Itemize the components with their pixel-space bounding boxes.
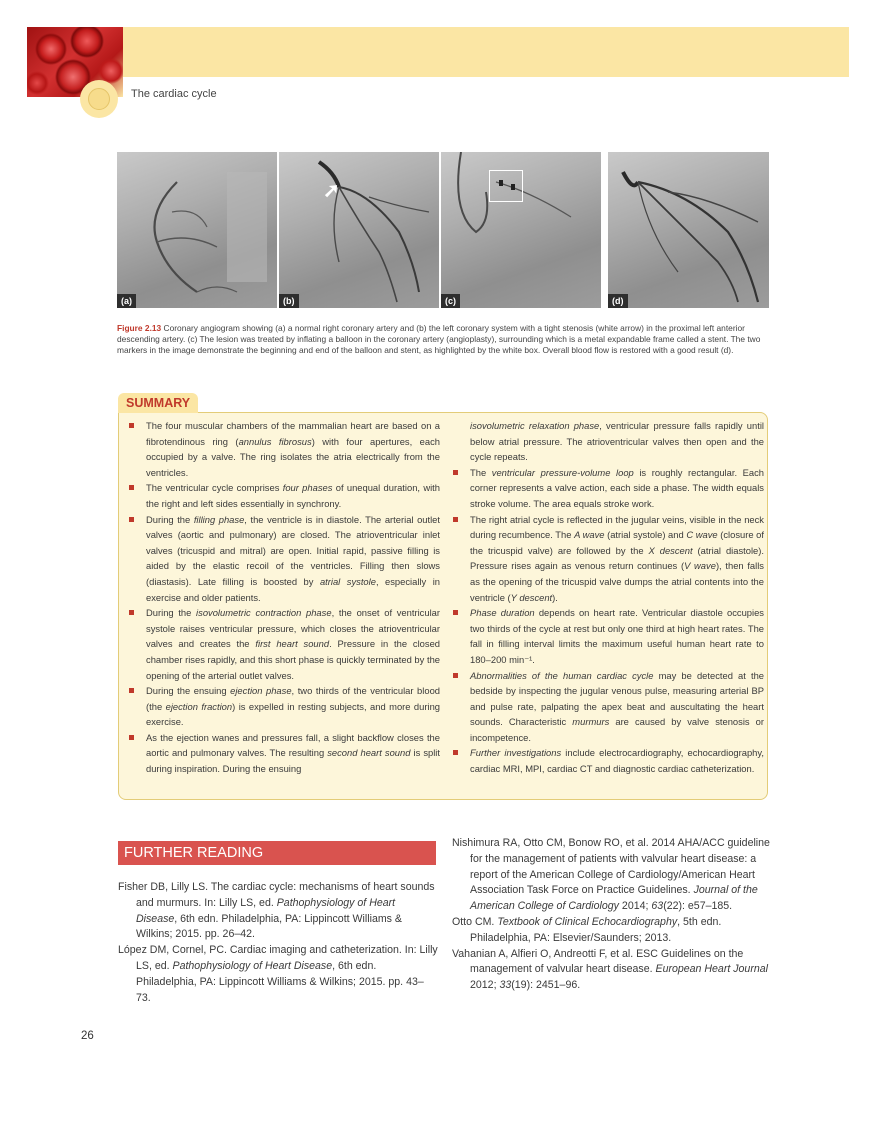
summary-item: Abnormalities of the human cardiac cycle may be detected at the bedside by inspecting the jugular venous pulse, measuring arterial BP and pulse rate, palpating the apex beat and auscultating the heart sounds. Characteristic murmurs are caused by valve stenosis or incompetence. <box>448 668 764 746</box>
summary-right-column <box>448 418 764 777</box>
bullet-icon <box>453 517 458 522</box>
panel-label-a: (a) <box>117 294 136 308</box>
angiogram-panel-d <box>608 152 769 308</box>
running-head: The cardiac cycle <box>131 88 217 100</box>
angiogram-image-d <box>608 152 769 308</box>
bullet-icon <box>453 750 458 755</box>
summary-item: The ventricular pressure-volume loop is roughly rectangular. Each corner represents a valve action, each side a phase. The width equals stroke volume. The area equals stroke work. <box>448 465 764 512</box>
bullet-icon <box>453 610 458 615</box>
chapter-header-band <box>27 27 849 77</box>
page-number: 26 <box>81 1030 94 1042</box>
reference-item: Otto CM. Textbook of Clinical Echocardiography, 5th edn. Philadelphia, PA: Elsevier/Saunders; 2013. <box>452 915 722 944</box>
summary-left-column <box>124 418 440 777</box>
bullet-icon <box>129 688 134 693</box>
stent-highlight-box <box>489 170 523 202</box>
bullet-icon <box>129 735 134 740</box>
panel-label-b: (b) <box>279 294 299 308</box>
summary-item: During the isovolumetric contraction phase, the onset of ventricular systole raises ventricular pressure, which closes the atrioventricular valves and creates the first heart sound. Pressure in the closed chamber rises rapidly, and this short phase is quickly terminated by the opening of the arterial outlet valves. <box>124 605 440 683</box>
panel-label-c: (c) <box>441 294 460 308</box>
chapter-marker-circle <box>80 80 118 118</box>
reference-item: Fisher DB, Lilly LS. The cardiac cycle: mechanisms of heart sounds and murmurs. In: Lilly LS, ed. Pathophysiology of Heart Disease, 6th edn. Philadelphia, PA: Lippincott Williams & Wilkins; 2015. pp. 26–42. <box>118 881 435 941</box>
figure-caption <box>117 323 769 356</box>
summary-item: During the ensuing ejection phase, two thirds of the ventricular blood (the ejection fraction) is expelled in resting subjects, and more during exercise. <box>124 683 440 730</box>
angiogram-panel-c <box>441 152 601 308</box>
summary-item: Phase duration depends on heart rate. Ventricular diastole occupies two thirds of the cycle at rest but only one third at high heart rates. The fall in filling interval limits the maximum useful human heart rate to 180–200 min⁻¹. <box>448 605 764 667</box>
summary-item: The right atrial cycle is reflected in the jugular veins, visible in the neck during recumbence. The A wave (atrial systole) and C wave (closure of the tricuspid valve) are followed by the X descent (atrial diastole). Pressure rises again as venous return continues (V wave), then falls as the opening of the tricuspid valve dumps the atrial contents into the ventricle (Y descent). <box>448 512 764 606</box>
summary-item: The ventricular cycle comprises four phases of unequal duration, with the right and left sides essentially in synchrony. <box>124 480 440 511</box>
reference-item: Nishimura RA, Otto CM, Bonow RO, et al. 2014 AHA/ACC guideline for the management of patients with valvular heart disease: a report of the American College of Cardiology/American Heart Association Task Force on Practice Guidelines. Journal of the American College of Cardiology 2014; 63(22): e57–185. <box>452 837 770 913</box>
bullet-icon <box>129 517 134 522</box>
bullet-icon <box>129 485 134 490</box>
summary-item: The four muscular chambers of the mammalian heart are based on a fibrotendinous ring (annulus fibrosus) with four apertures, each occupied by a valve. The ring isolates the atria electrically from the ventricles. <box>124 418 440 480</box>
summary-item: During the filling phase, the ventricle is in diastole. The arterial outlet valves (aortic and pulmonary) are closed. The atrioventricular inlet valves (tricuspid and mitral) are open. Initial rapid, passive filling is aided by the elastic recoil of the ventricles. Filling then slows (diastasis). Late filling is boosted by atrial systole, especially in exercise and older patients. <box>124 512 440 606</box>
angiogram-panel-a <box>117 152 277 308</box>
further-reading-title: FURTHER READING <box>118 841 436 865</box>
bullet-icon <box>129 423 134 428</box>
bullet-icon <box>129 610 134 615</box>
angiogram-image-a <box>117 152 277 308</box>
reference-item: Vahanian A, Alfieri O, Andreotti F, et al. ESC Guidelines on the management of valvular heart disease. European Heart Journal 2012; 33(19): 2451–96. <box>452 947 768 992</box>
bullet-icon <box>453 470 458 475</box>
figure-caption-label: Figure 2.13 <box>117 323 162 333</box>
panel-label-d: (d) <box>608 294 628 308</box>
summary-item: As the ejection wanes and pressures fall, a slight backflow closes the aortic and pulmonary valves. The resulting second heart sound is split during inspiration. During the ensuing <box>124 730 440 777</box>
summary-title: SUMMARY <box>118 393 198 413</box>
further-reading-right <box>452 836 772 994</box>
angiogram-panel-b <box>279 152 439 308</box>
further-reading-left <box>118 880 438 1006</box>
bullet-icon <box>453 673 458 678</box>
figure-caption-text: Coronary angiogram showing (a) a normal right coronary artery and (b) the left coronary system with a tight stenosis (white arrow) in the proximal left anterior descending artery. (c) The lesion was treated by inflating a balloon in the coronary artery (angioplasty), surrounding which is a metal expandable frame called a stent. The two markers in the image demonstrate the beginning and end of the balloon and stent, as highlighted by the white box. Overall blood flow is restored with a good result (d). <box>117 323 761 355</box>
summary-item: Further investigations include electrocardiography, echocardiography, cardiac MRI, MPI, cardiac CT and diagnostic cardiac catheterization. <box>448 745 764 776</box>
summary-item-continued: isovolumetric relaxation phase, ventricular pressure falls rapidly until below atrial pressure. The atrioventricular valves then open and the cycle repeats. <box>470 420 764 463</box>
angiogram-image-b <box>279 152 439 308</box>
reference-item: López DM, Cornel, PC. Cardiac imaging and catheterization. In: Lilly LS, ed. Pathophysiology of Heart Disease, 6th edn. Philadelphia, PA: Lippincott Williams & Wilkins; 2015. pp. 43–73. <box>118 944 438 1004</box>
stenosis-arrow-icon: ➚ <box>323 180 340 202</box>
